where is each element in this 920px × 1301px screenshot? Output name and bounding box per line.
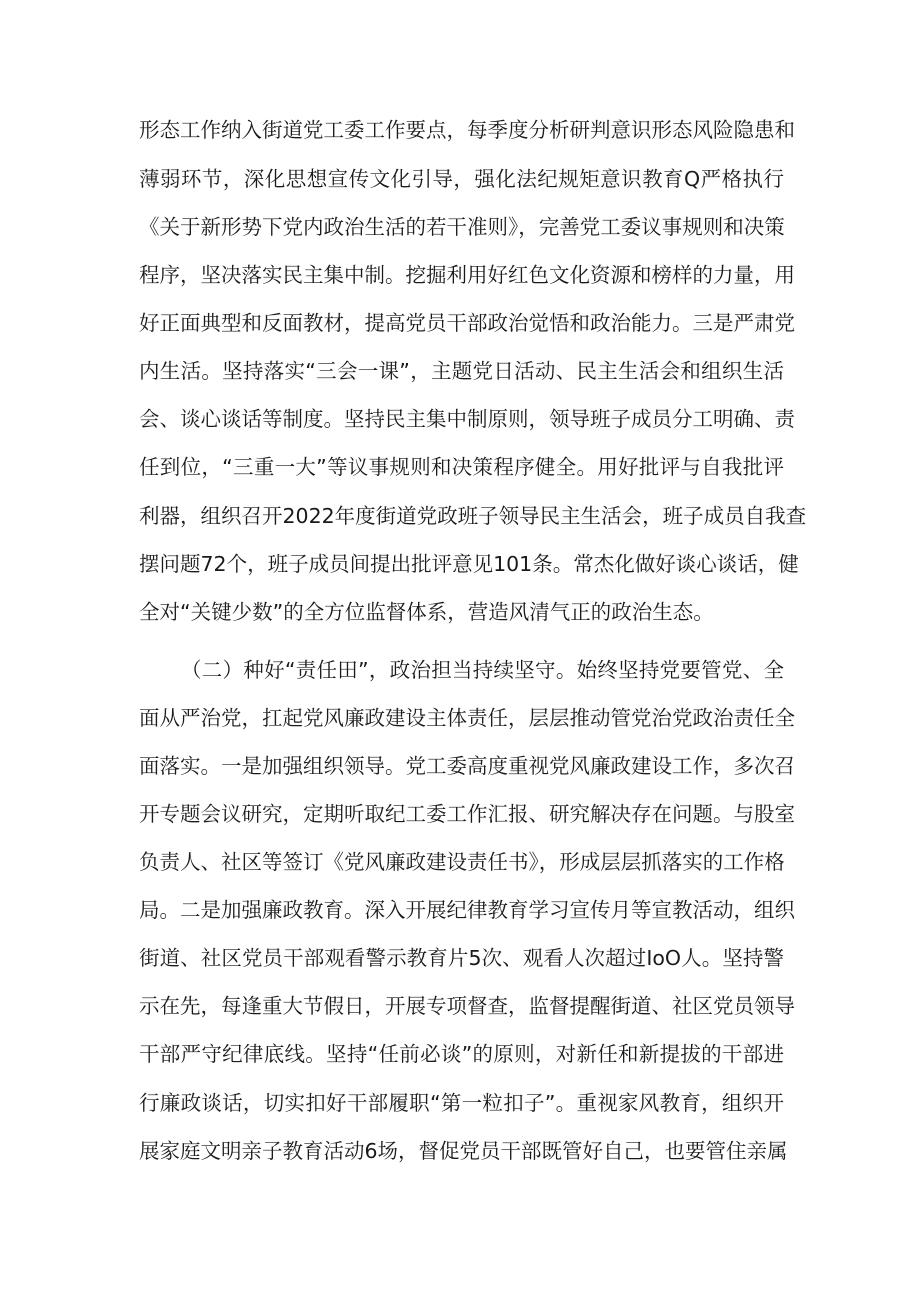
paragraph-2-line-5: 负责人、社区等签订《党风廉政建设责任书》，形成层层抓落实的工作格: [139, 850, 785, 874]
paragraph-1-line-11: 全对“关键少数”的全方位监督体系，营造风清气正的政治生态。: [139, 600, 714, 624]
paragraph-1-line-5: 好正面典型和反面教材，提高党员干部政治觉悟和政治能力。三是严肃党: [139, 311, 795, 335]
paragraph-1-line-1: 形态工作纳入街道党工委工作要点，每季度分析研判意识形态风险隐患和: [139, 118, 795, 142]
paragraph-2-line-11: 展家庭文明亲子教育活动6场，督促党员干部既管好自己，也要管住亲属: [139, 1139, 788, 1163]
paragraph-2-line-3: 面落实。一是加强组织领导。党工委高度重视党风廉政建设工作，多次召: [139, 754, 795, 778]
paragraph-1-line-4: 程序，坚决落实民主集中制。挖掘利用好红色文化资源和榜样的力量，用: [139, 263, 795, 287]
paragraph-2-line-7: 街道、社区党员干部观看警示教育片5次、观看人次超过IoO人。坚持警: [139, 946, 784, 970]
paragraph-2-line-6: 局。二是加强廉政教育。深入开展纪律教育学习宣传月等宣教活动，组织: [139, 898, 795, 922]
paragraph-1-line-9: 利器，组织召开2022年度街道党政班子领导民主生活会，班子成员自我查: [139, 504, 807, 528]
paragraph-2-line-1: （二）种好“责任田”，政治担当持续坚守。始终坚持党要管党、全: [181, 658, 784, 682]
paragraph-2-line-10: 行廉政谈话，切实扣好干部履职“第一粒扣子”。重视家风教育，组织开: [139, 1091, 784, 1115]
paragraph-2-line-9: 干部严守纪律底线。坚持“任前必谈”的原则，对新任和新提拔的干部进: [139, 1042, 784, 1066]
paragraph-1-line-8: 任到位，“三重一大”等议事规则和决策程序健全。用好批评与自我批评: [139, 455, 784, 479]
paragraph-2-line-8: 示在先，每逢重大节假日，开展专项督查，监督提醒街道、社区党员领导: [139, 994, 795, 1018]
paragraph-1-line-2: 薄弱环节，深化思想宣传文化引导，强化法纪规矩意识教育Q严格执行: [139, 167, 784, 191]
paragraph-1-line-6: 内生活。坚持落实“三会一课”，主题党日活动、民主生活会和组织生活: [139, 359, 784, 383]
paragraph-1-line-10: 摆问题72个，班子成员间提出批评意见101条。常杰化做好谈心谈话，健: [139, 552, 799, 576]
paragraph-2-line-4: 开专题会议研究，定期听取纪工委工作汇报、研究解决存在问题。与股室: [139, 802, 795, 826]
paragraph-2-line-2: 面从严治党，扛起党风廉政建设主体责任，层层推动管党治党政治责任全: [139, 706, 795, 730]
paragraph-1-line-7: 会、谈心谈话等制度。坚持民主集中制原则，领导班子成员分工明确、责: [139, 407, 795, 431]
paragraph-1-line-3: 《关于新形势下党内政治生活的若干准则》，完善党工委议事规则和决策: [139, 215, 785, 239]
